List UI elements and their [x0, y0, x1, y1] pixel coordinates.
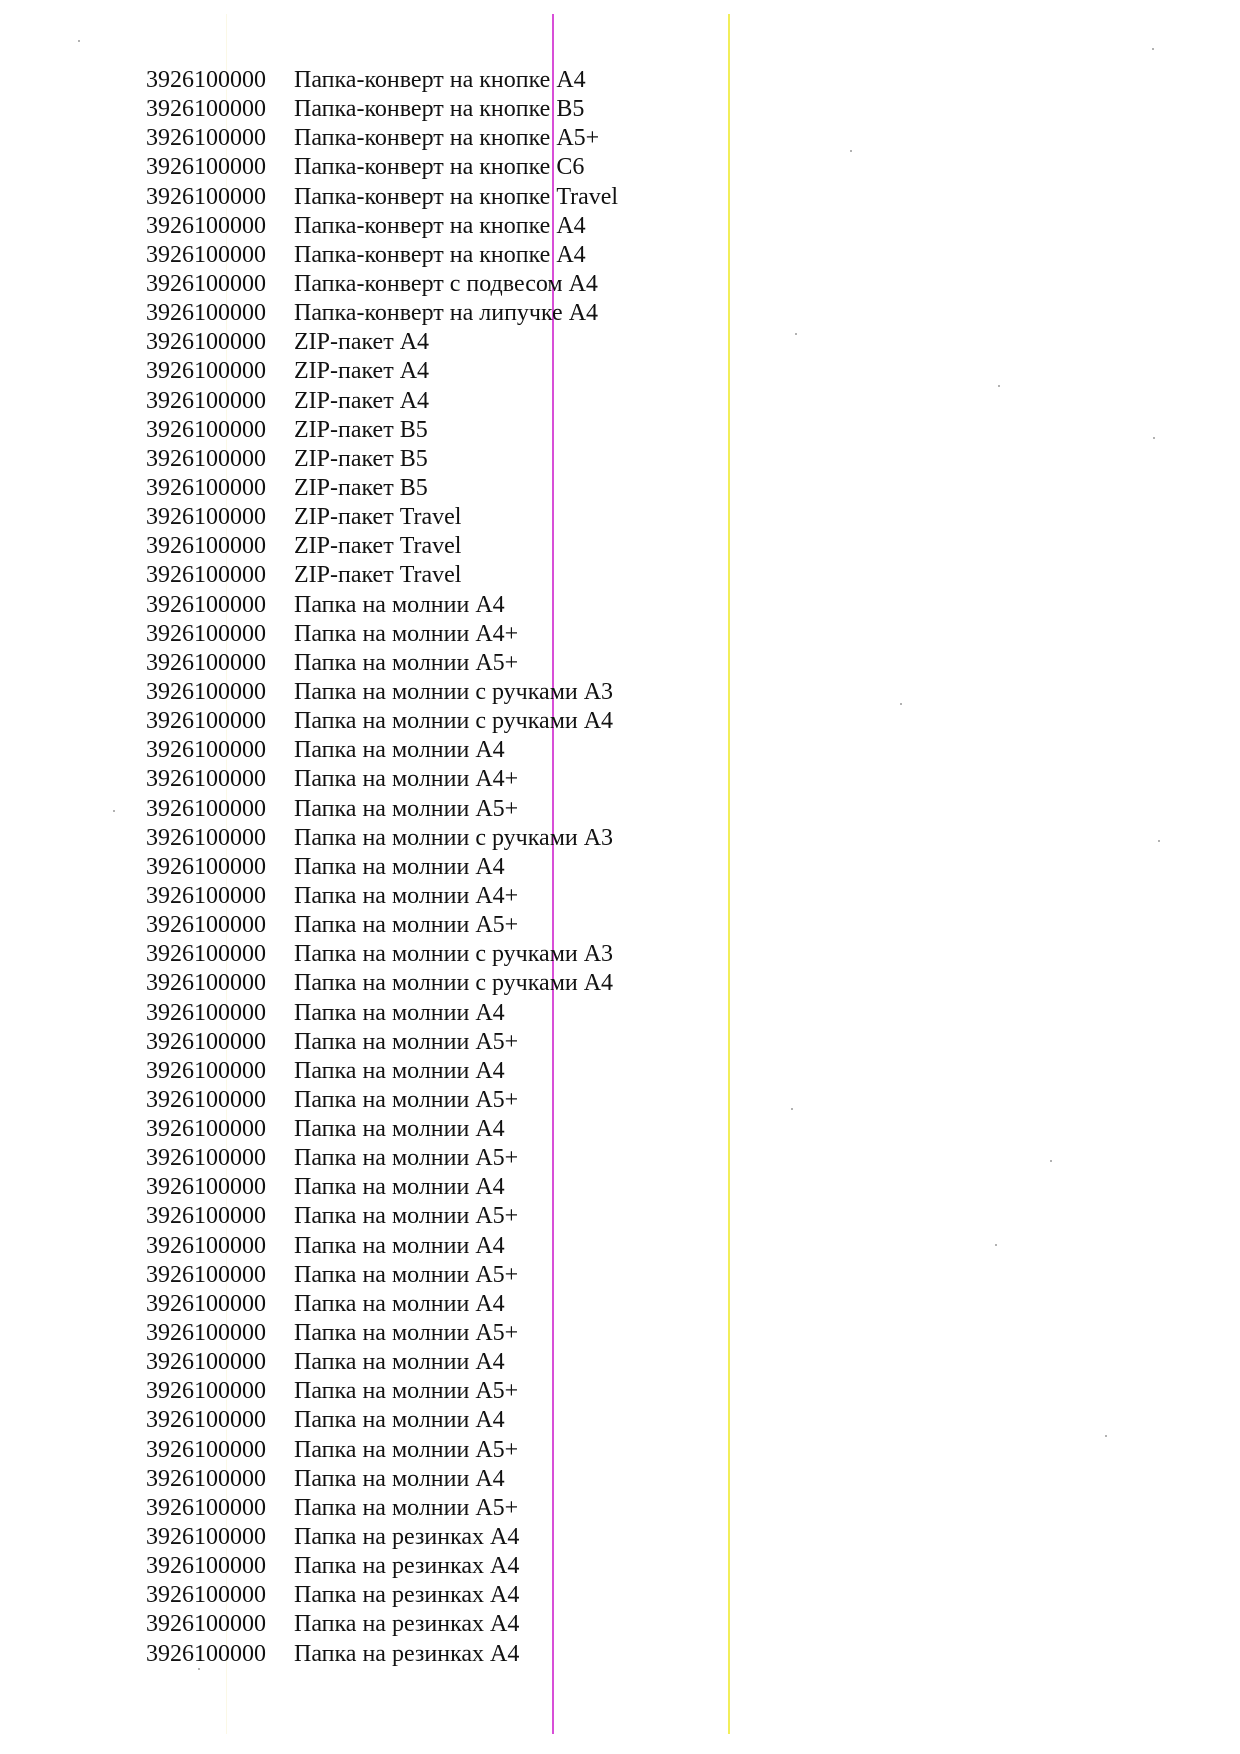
item-code: 3926100000 — [146, 125, 266, 152]
item-name: ZIP-пакет В5 — [294, 445, 428, 472]
list-item — [146, 241, 618, 270]
item-name: Папка на молнии А4+ — [294, 766, 519, 793]
item-name: Папка на молнии А4 — [294, 853, 505, 880]
item-name: Папка-конверт на кнопке Travel — [294, 183, 619, 210]
list-item — [146, 183, 618, 212]
list-item — [146, 1436, 618, 1465]
list-item — [146, 824, 618, 853]
item-code: 3926100000 — [146, 1553, 266, 1580]
item-name: Папка на резинках А4 — [294, 1524, 520, 1551]
item-name: Папка на резинках А4 — [294, 1553, 520, 1580]
item-name: Папка на молнии А5+ — [294, 1436, 519, 1463]
item-name: Папка на молнии с ручками А4 — [294, 708, 614, 735]
scan-speck — [1105, 1435, 1107, 1437]
list-item — [146, 153, 618, 182]
item-name: Папка-конверт на липучке А4 — [294, 300, 599, 327]
list-item — [146, 532, 618, 561]
item-code: 3926100000 — [146, 620, 266, 647]
item-code: 3926100000 — [146, 1086, 266, 1113]
item-name: Папка на резинках А4 — [294, 1582, 520, 1609]
scan-speck — [113, 810, 115, 812]
list-item — [146, 1640, 618, 1669]
list-item — [146, 1406, 618, 1435]
item-code: 3926100000 — [146, 358, 266, 385]
item-code: 3926100000 — [146, 154, 266, 181]
item-name: Папка на молнии с ручками А3 — [294, 941, 614, 968]
item-name: Папка на молнии А5+ — [294, 649, 519, 676]
item-name: ZIP-пакет А4 — [294, 358, 430, 385]
item-code: 3926100000 — [146, 882, 266, 909]
item-name: Папка на молнии А5+ — [294, 795, 519, 822]
list-item — [146, 911, 618, 940]
list-item — [146, 707, 618, 736]
item-name: Папка-конверт с подвесом А4 — [294, 270, 598, 297]
item-name: Папка на молнии А4 — [294, 591, 505, 618]
list-item — [146, 1465, 618, 1494]
item-name: Папка на молнии А5+ — [294, 1378, 519, 1405]
item-name: ZIP-пакет А4 — [294, 329, 430, 356]
item-code: 3926100000 — [146, 1378, 266, 1405]
item-code: 3926100000 — [146, 737, 266, 764]
item-name: Папка на молнии А4 — [294, 999, 505, 1026]
item-code: 3926100000 — [146, 1407, 266, 1434]
yellow-vertical-line — [728, 14, 730, 1734]
item-name: Папка на молнии А4 — [294, 1407, 505, 1434]
item-code: 3926100000 — [146, 445, 266, 472]
list-item — [146, 124, 618, 153]
item-name: Папка на молнии А4 — [294, 1232, 505, 1259]
item-code: 3926100000 — [146, 1494, 266, 1521]
list-item — [146, 1028, 618, 1057]
item-code: 3926100000 — [146, 766, 266, 793]
item-name: Папка на молнии А5+ — [294, 1203, 519, 1230]
item-name: Папка на молнии А4+ — [294, 620, 519, 647]
item-code: 3926100000 — [146, 1349, 266, 1376]
item-code: 3926100000 — [146, 1320, 266, 1347]
item-code: 3926100000 — [146, 1436, 266, 1463]
product-code-list — [146, 66, 618, 1669]
list-item — [146, 1377, 618, 1406]
item-code: 3926100000 — [146, 824, 266, 851]
list-item — [146, 1348, 618, 1377]
item-name: Папка на молнии А5+ — [294, 1261, 519, 1288]
item-name: Папка на резинках А4 — [294, 1611, 520, 1638]
scan-speck — [850, 150, 852, 152]
item-name: Папка на молнии А4 — [294, 737, 505, 764]
list-item — [146, 1057, 618, 1086]
list-item — [146, 969, 618, 998]
item-name: Папка на молнии с ручками А3 — [294, 678, 614, 705]
item-code: 3926100000 — [146, 1261, 266, 1288]
item-name: Папка-конверт на кнопке С6 — [294, 154, 585, 181]
item-code: 3926100000 — [146, 1232, 266, 1259]
list-item — [146, 1232, 618, 1261]
item-code: 3926100000 — [146, 1028, 266, 1055]
list-item — [146, 328, 618, 357]
scan-speck — [1153, 437, 1155, 439]
item-name: Папка-конверт на кнопке А4 — [294, 241, 586, 268]
item-name: ZIP-пакет Travel — [294, 562, 462, 589]
item-name: Папка на молнии А4 — [294, 1174, 505, 1201]
list-item — [146, 1290, 618, 1319]
item-code: 3926100000 — [146, 1174, 266, 1201]
item-code: 3926100000 — [146, 912, 266, 939]
item-code: 3926100000 — [146, 999, 266, 1026]
item-code: 3926100000 — [146, 183, 266, 210]
item-code: 3926100000 — [146, 1203, 266, 1230]
list-item — [146, 212, 618, 241]
item-name: Папка на молнии А4+ — [294, 882, 519, 909]
list-item — [146, 1086, 618, 1115]
item-name: ZIP-пакет А4 — [294, 387, 430, 414]
item-name: Папка на молнии с ручками А4 — [294, 970, 614, 997]
scan-speck — [198, 1668, 200, 1670]
item-name: Папка на молнии А4 — [294, 1057, 505, 1084]
list-item — [146, 1610, 618, 1639]
scan-speck — [995, 1244, 997, 1246]
list-item — [146, 387, 618, 416]
list-item — [146, 503, 618, 532]
list-item — [146, 591, 618, 620]
list-item — [146, 649, 618, 678]
item-code: 3926100000 — [146, 708, 266, 735]
list-item — [146, 620, 618, 649]
list-item — [146, 736, 618, 765]
item-code: 3926100000 — [146, 970, 266, 997]
item-code: 3926100000 — [146, 649, 266, 676]
item-code: 3926100000 — [146, 795, 266, 822]
item-name: Папка-конверт на кнопке В5 — [294, 96, 585, 123]
list-item — [146, 795, 618, 824]
list-item — [146, 445, 618, 474]
list-item — [146, 1581, 618, 1610]
list-item — [146, 474, 618, 503]
item-code: 3926100000 — [146, 474, 266, 501]
list-item — [146, 1319, 618, 1348]
list-item — [146, 1202, 618, 1231]
item-name: Папка на молнии А5+ — [294, 912, 519, 939]
item-code: 3926100000 — [146, 67, 266, 93]
item-code: 3926100000 — [146, 300, 266, 327]
scan-speck — [1152, 48, 1154, 50]
list-item — [146, 561, 618, 590]
list-item — [146, 299, 618, 328]
list-item — [146, 357, 618, 386]
list-item — [146, 95, 618, 124]
item-code: 3926100000 — [146, 1611, 266, 1638]
item-name: Папка на молнии А4 — [294, 1465, 505, 1492]
scan-speck — [1158, 840, 1160, 842]
item-code: 3926100000 — [146, 416, 266, 443]
item-name: ZIP-пакет В5 — [294, 416, 428, 443]
list-item — [146, 853, 618, 882]
item-code: 3926100000 — [146, 212, 266, 239]
item-name: Папка на молнии А5+ — [294, 1145, 519, 1172]
item-name: Папка на молнии А5+ — [294, 1028, 519, 1055]
scan-speck — [998, 385, 1000, 387]
item-code: 3926100000 — [146, 941, 266, 968]
scan-speck — [795, 333, 797, 335]
item-name: Папка-конверт на кнопке А4 — [294, 212, 586, 239]
item-name: Папка на молнии А5+ — [294, 1320, 519, 1347]
item-name: ZIP-пакет Travel — [294, 504, 462, 531]
list-item — [146, 270, 618, 299]
item-code: 3926100000 — [146, 504, 266, 531]
item-code: 3926100000 — [146, 270, 266, 297]
list-item — [146, 66, 618, 95]
list-item — [146, 1494, 618, 1523]
scan-speck — [900, 703, 902, 705]
scan-speck — [791, 1108, 793, 1110]
item-name: Папка на резинках А4 — [294, 1640, 520, 1667]
item-code: 3926100000 — [146, 562, 266, 589]
item-name: Папка на молнии А5+ — [294, 1086, 519, 1113]
item-name: ZIP-пакет Travel — [294, 533, 462, 560]
item-code: 3926100000 — [146, 678, 266, 705]
item-code: 3926100000 — [146, 1640, 266, 1667]
list-item — [146, 940, 618, 969]
item-code: 3926100000 — [146, 1524, 266, 1551]
item-code: 3926100000 — [146, 96, 266, 123]
item-name: Папка-конверт на кнопке А5+ — [294, 125, 600, 152]
item-name: Папка на молнии А4 — [294, 1349, 505, 1376]
list-item — [146, 1173, 618, 1202]
item-code: 3926100000 — [146, 1145, 266, 1172]
item-code: 3926100000 — [146, 1290, 266, 1317]
item-name: ZIP-пакет В5 — [294, 474, 428, 501]
scan-speck — [78, 40, 80, 42]
item-name: Папка на молнии А4 — [294, 1116, 505, 1143]
item-code: 3926100000 — [146, 533, 266, 560]
item-code: 3926100000 — [146, 387, 266, 414]
item-name: Папка на молнии А5+ — [294, 1494, 519, 1521]
list-item — [146, 416, 618, 445]
item-code: 3926100000 — [146, 1116, 266, 1143]
list-item — [146, 1144, 618, 1173]
list-item — [146, 882, 618, 911]
list-item — [146, 1261, 618, 1290]
item-code: 3926100000 — [146, 1582, 266, 1609]
list-item — [146, 765, 618, 794]
list-item — [146, 678, 618, 707]
list-item — [146, 999, 618, 1028]
scan-speck — [1050, 1160, 1052, 1162]
item-code: 3926100000 — [146, 853, 266, 880]
list-item — [146, 1115, 618, 1144]
item-name: Папка-конверт на кнопке А4 — [294, 67, 586, 93]
item-name: Папка на молнии А4 — [294, 1290, 505, 1317]
item-code: 3926100000 — [146, 1465, 266, 1492]
list-item — [146, 1552, 618, 1581]
item-code: 3926100000 — [146, 591, 266, 618]
item-code: 3926100000 — [146, 1057, 266, 1084]
list-item — [146, 1523, 618, 1552]
item-code: 3926100000 — [146, 241, 266, 268]
item-code: 3926100000 — [146, 329, 266, 356]
item-name: Папка на молнии с ручками А3 — [294, 824, 614, 851]
